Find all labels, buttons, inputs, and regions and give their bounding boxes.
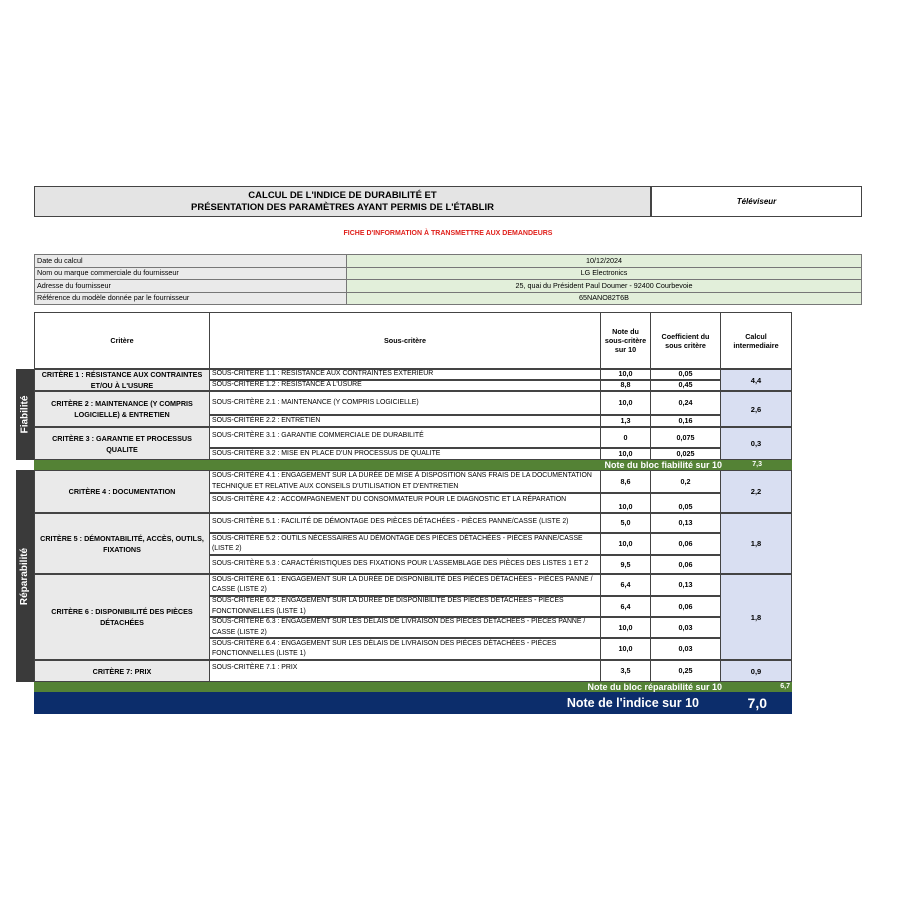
calc-criterion-7: 0,9	[720, 660, 792, 682]
criterion-2: CRITÈRE 2 : MAINTENANCE (Y COMPRIS LOGICIELLE) & ENTRETIEN	[34, 391, 210, 427]
info-table	[34, 254, 862, 305]
block-label-reparabilite	[16, 470, 34, 682]
sub-criterion-3-1: SOUS-CRITÈRE 3.1 : GARANTIE COMMERCIALE DE DURABILITÉ	[209, 427, 601, 448]
calc-criterion-1: 4,4	[720, 369, 792, 391]
sub-criterion-6-3: SOUS-CRITÈRE 6.3 : ENGAGEMENT SUR LES DÉLAIS DE LIVRAISON DES PIÈCES DÉTACHÉES - PIÈCES PANNE / CASSE (LISTE 2)	[209, 617, 601, 638]
block-label-reparabilite-text: Réparabilité	[19, 547, 31, 605]
col-header-coef-l1: Coefficient du	[661, 331, 710, 341]
coef-5-1: 0,13	[650, 513, 721, 533]
sub-criterion-1-2: SOUS-CRITÈRE 1.2 : RESISTANCE A L'USURE	[209, 380, 601, 391]
coef-3-2: 0,025	[650, 448, 721, 460]
criterion-7: CRITÈRE 7: PRIX	[34, 660, 210, 682]
indice-total	[34, 692, 792, 714]
col-header-coef	[650, 312, 721, 369]
subtitle: FICHE D'INFORMATION À TRANSMETTRE AUX DEMANDEURS	[343, 230, 553, 237]
col-header-note-l1: Note du	[612, 327, 639, 336]
coef-6-2: 0,06	[650, 596, 721, 617]
sub-criterion-7-1: SOUS-CRITÈRE 7.1 : PRIX	[209, 660, 601, 682]
calc-criterion-5: 1,8	[720, 513, 792, 574]
sub-criterion-5-2: SOUS-CRITÈRE 5.2 : OUTILS NÉCESSAIRES AU DÉMONTAGE DES PIÈCES DÉTACHÉES - PIÈCES PANNE/CASSE (LISTE 2)	[209, 533, 601, 555]
criterion-3: CRITÈRE 3 : GARANTIE ET PROCESSUS QUALITE	[34, 427, 210, 460]
sub-criterion-5-3: SOUS-CRITÈRE 5.3 : CARACTÉRISTIQUES DES FIXATIONS POUR L'ASSEMBLAGE DES PIÈCES DES LISTES 1 ET 2	[209, 555, 601, 574]
note-1-2: 8,8	[600, 380, 651, 391]
col-header-coef-l2: sous critère	[665, 340, 706, 350]
note-2-1: 10,0	[600, 391, 651, 415]
coef-3-1: 0,075	[650, 427, 721, 448]
note-2-2: 1,3	[600, 415, 651, 427]
col-header-note-l2: sous-critère	[604, 336, 647, 345]
product-type: Téléviseur	[651, 186, 862, 217]
note-4-1: 8,6	[600, 470, 651, 493]
document-title	[34, 186, 651, 217]
col-header-calcul-l2: intermediaire	[733, 340, 779, 350]
info-value: 25, quai du Président Paul Doumer - 92400 Courbevoie	[347, 280, 862, 293]
sub-criterion-4-1: SOUS-CRITÈRE 4.1 : ENGAGEMENT SUR LA DURÉE DE MISE À DISPOSITION SANS FRAIS DE LA DOCUMENTATION TECHNIQUE ET RELATIVE AUX CONSEILS D'UTILISATION ET D'ENTRETIEN	[209, 470, 601, 493]
title-line-2: PRÉSENTATION DES PARAMÈTRES AYANT PERMIS DE L'ÉTABLIR	[191, 202, 494, 213]
info-value: 65NANO82T6B	[347, 292, 862, 305]
coef-5-3: 0,06	[650, 555, 721, 574]
coef-1-1: 0,05	[650, 369, 721, 380]
col-header-critere: Critère	[34, 312, 210, 369]
info-label: Date du calcul	[35, 255, 347, 268]
coef-6-1: 0,13	[650, 574, 721, 596]
sub-criterion-2-2: SOUS-CRITÈRE 2.2 : ENTRETIEN	[209, 415, 601, 427]
bloc-fiabilite-value: 7,3	[752, 461, 762, 468]
criterion-5: CRITÈRE 5 : DÉMONTABILITÉ, ACCÈS, OUTILS, FIXATIONS	[34, 513, 210, 574]
calc-criterion-3: 0,3	[720, 427, 792, 460]
note-7-1: 3,5	[600, 660, 651, 682]
coef-7-1: 0,25	[650, 660, 721, 682]
col-header-calcul-l1: Calcul	[745, 331, 767, 341]
calc-criterion-2: 2,6	[720, 391, 792, 427]
coef-6-4: 0,03	[650, 638, 721, 660]
sub-criterion-3-2: SOUS-CRITÈRE 3.2 : MISE EN PLACE D'UN PROCESSUS DE QUALITE	[209, 448, 601, 460]
sub-criterion-6-2: SOUS-CRITÈRE 6.2 : ENGAGEMENT SUR LA DURÉE DE DISPONIBILITÉ DES PIÈCES DÉTACHÉES - PIÈCES FONCTIONNELLES (LISTE 1)	[209, 596, 601, 617]
note-3-1: 0	[600, 427, 651, 448]
note-6-2: 6,4	[600, 596, 651, 617]
block-label-fiabilite	[16, 369, 34, 460]
note-4-2: 10,0	[600, 493, 651, 513]
indice-label: Note de l'indice sur 10	[566, 696, 699, 710]
bloc-reparabilite-total	[34, 682, 792, 692]
bloc-reparabilite-label: Note du bloc réparabilité sur 10	[587, 682, 722, 692]
note-5-2: 10,0	[600, 533, 651, 555]
bloc-fiabilite-label: Note du bloc fiabilité sur 10	[604, 460, 722, 470]
info-label: Référence du modèle donnée par le fournisseur	[35, 292, 347, 305]
info-row	[35, 280, 862, 293]
col-header-note-l3: sur 10	[614, 345, 637, 354]
coef-1-2: 0,45	[650, 380, 721, 391]
bloc-reparabilite-value: 6,7	[780, 683, 790, 690]
sub-criterion-5-1: SOUS-CRITÈRE 5.1 : FACILITÉ DE DÉMONTAGE DES PIÈCES DÉTACHÉES - PIÈCES PANNE/CASSE (LISTE 2)	[209, 513, 601, 533]
note-6-4: 10,0	[600, 638, 651, 660]
sub-criterion-6-1: SOUS-CRITÈRE 6.1 : ENGAGEMENT SUR LA DURÉE DE DISPONIBILITÉ DES PIÈCES DÉTACHÉES - PIÈCES PANNE / CASSE (LISTE 2)	[209, 574, 601, 596]
note-6-1: 6,4	[600, 574, 651, 596]
note-1-1: 10,0	[600, 369, 651, 380]
bloc-fiabilite-total	[34, 460, 792, 470]
coef-4-2: 0,05	[650, 493, 721, 513]
calc-criterion-6: 1,8	[720, 574, 792, 660]
sub-criterion-4-2: SOUS-CRITÈRE 4.2 : ACCOMPAGNEMENT DU CONSOMMATEUR POUR LE DIAGNOSTIC ET LA RÉPARATION	[209, 493, 601, 513]
sub-criterion-1-1: SOUS-CRITÈRE 1.1 : RÉSISTANCE AUX CONTRAINTES EXTERIEUR	[209, 369, 601, 380]
coef-5-2: 0,06	[650, 533, 721, 555]
note-5-3: 9,5	[600, 555, 651, 574]
coef-6-3: 0,03	[650, 617, 721, 638]
sub-criterion-2-1: SOUS-CRITÈRE 2.1 : MAINTENANCE (Y COMPRIS LOGICIELLE)	[209, 391, 601, 415]
info-value: LG Electronics	[347, 267, 862, 280]
info-row	[35, 292, 862, 305]
col-header-sous-critere: Sous-critère	[209, 312, 601, 369]
col-header-note	[600, 312, 651, 369]
sub-criterion-6-4: SOUS-CRITÈRE 6.4 : ENGAGEMENT SUR LES DÉLAIS DE LIVRAISON DES PIÈCES DÉTACHÉES - PIÈCES FONCTIONNELLES (LISTE 1)	[209, 638, 601, 660]
info-row	[35, 267, 862, 280]
info-row	[35, 255, 862, 268]
criterion-6: CRITÈRE 6 : DISPONIBILITÉ DES PIÈCES DÉTACHÉES	[34, 574, 210, 660]
title-line-1: CALCUL DE L'INDICE DE DURABILITÉ ET	[248, 190, 437, 201]
coef-2-2: 0,16	[650, 415, 721, 427]
criterion-4: CRITÈRE 4 : DOCUMENTATION	[34, 470, 210, 513]
coef-4-1: 0,2	[650, 470, 721, 493]
info-label: Nom ou marque commerciale du fournisseur	[35, 267, 347, 280]
note-3-2: 10,0	[600, 448, 651, 460]
coef-2-1: 0,24	[650, 391, 721, 415]
note-6-3: 10,0	[600, 617, 651, 638]
note-5-1: 5,0	[600, 513, 651, 533]
info-value: 10/12/2024	[347, 255, 862, 268]
calc-criterion-4: 2,2	[720, 470, 792, 513]
col-header-calcul	[720, 312, 792, 369]
info-label: Adresse du fournisseur	[35, 280, 347, 293]
indice-value: 7,0	[747, 695, 767, 711]
block-label-fiabilite-text: Fiabilité	[19, 395, 31, 434]
criterion-1: CRITÈRE 1 : RÉSISTANCE AUX CONTRAINTES ET/OU À L'USURE	[34, 369, 210, 391]
